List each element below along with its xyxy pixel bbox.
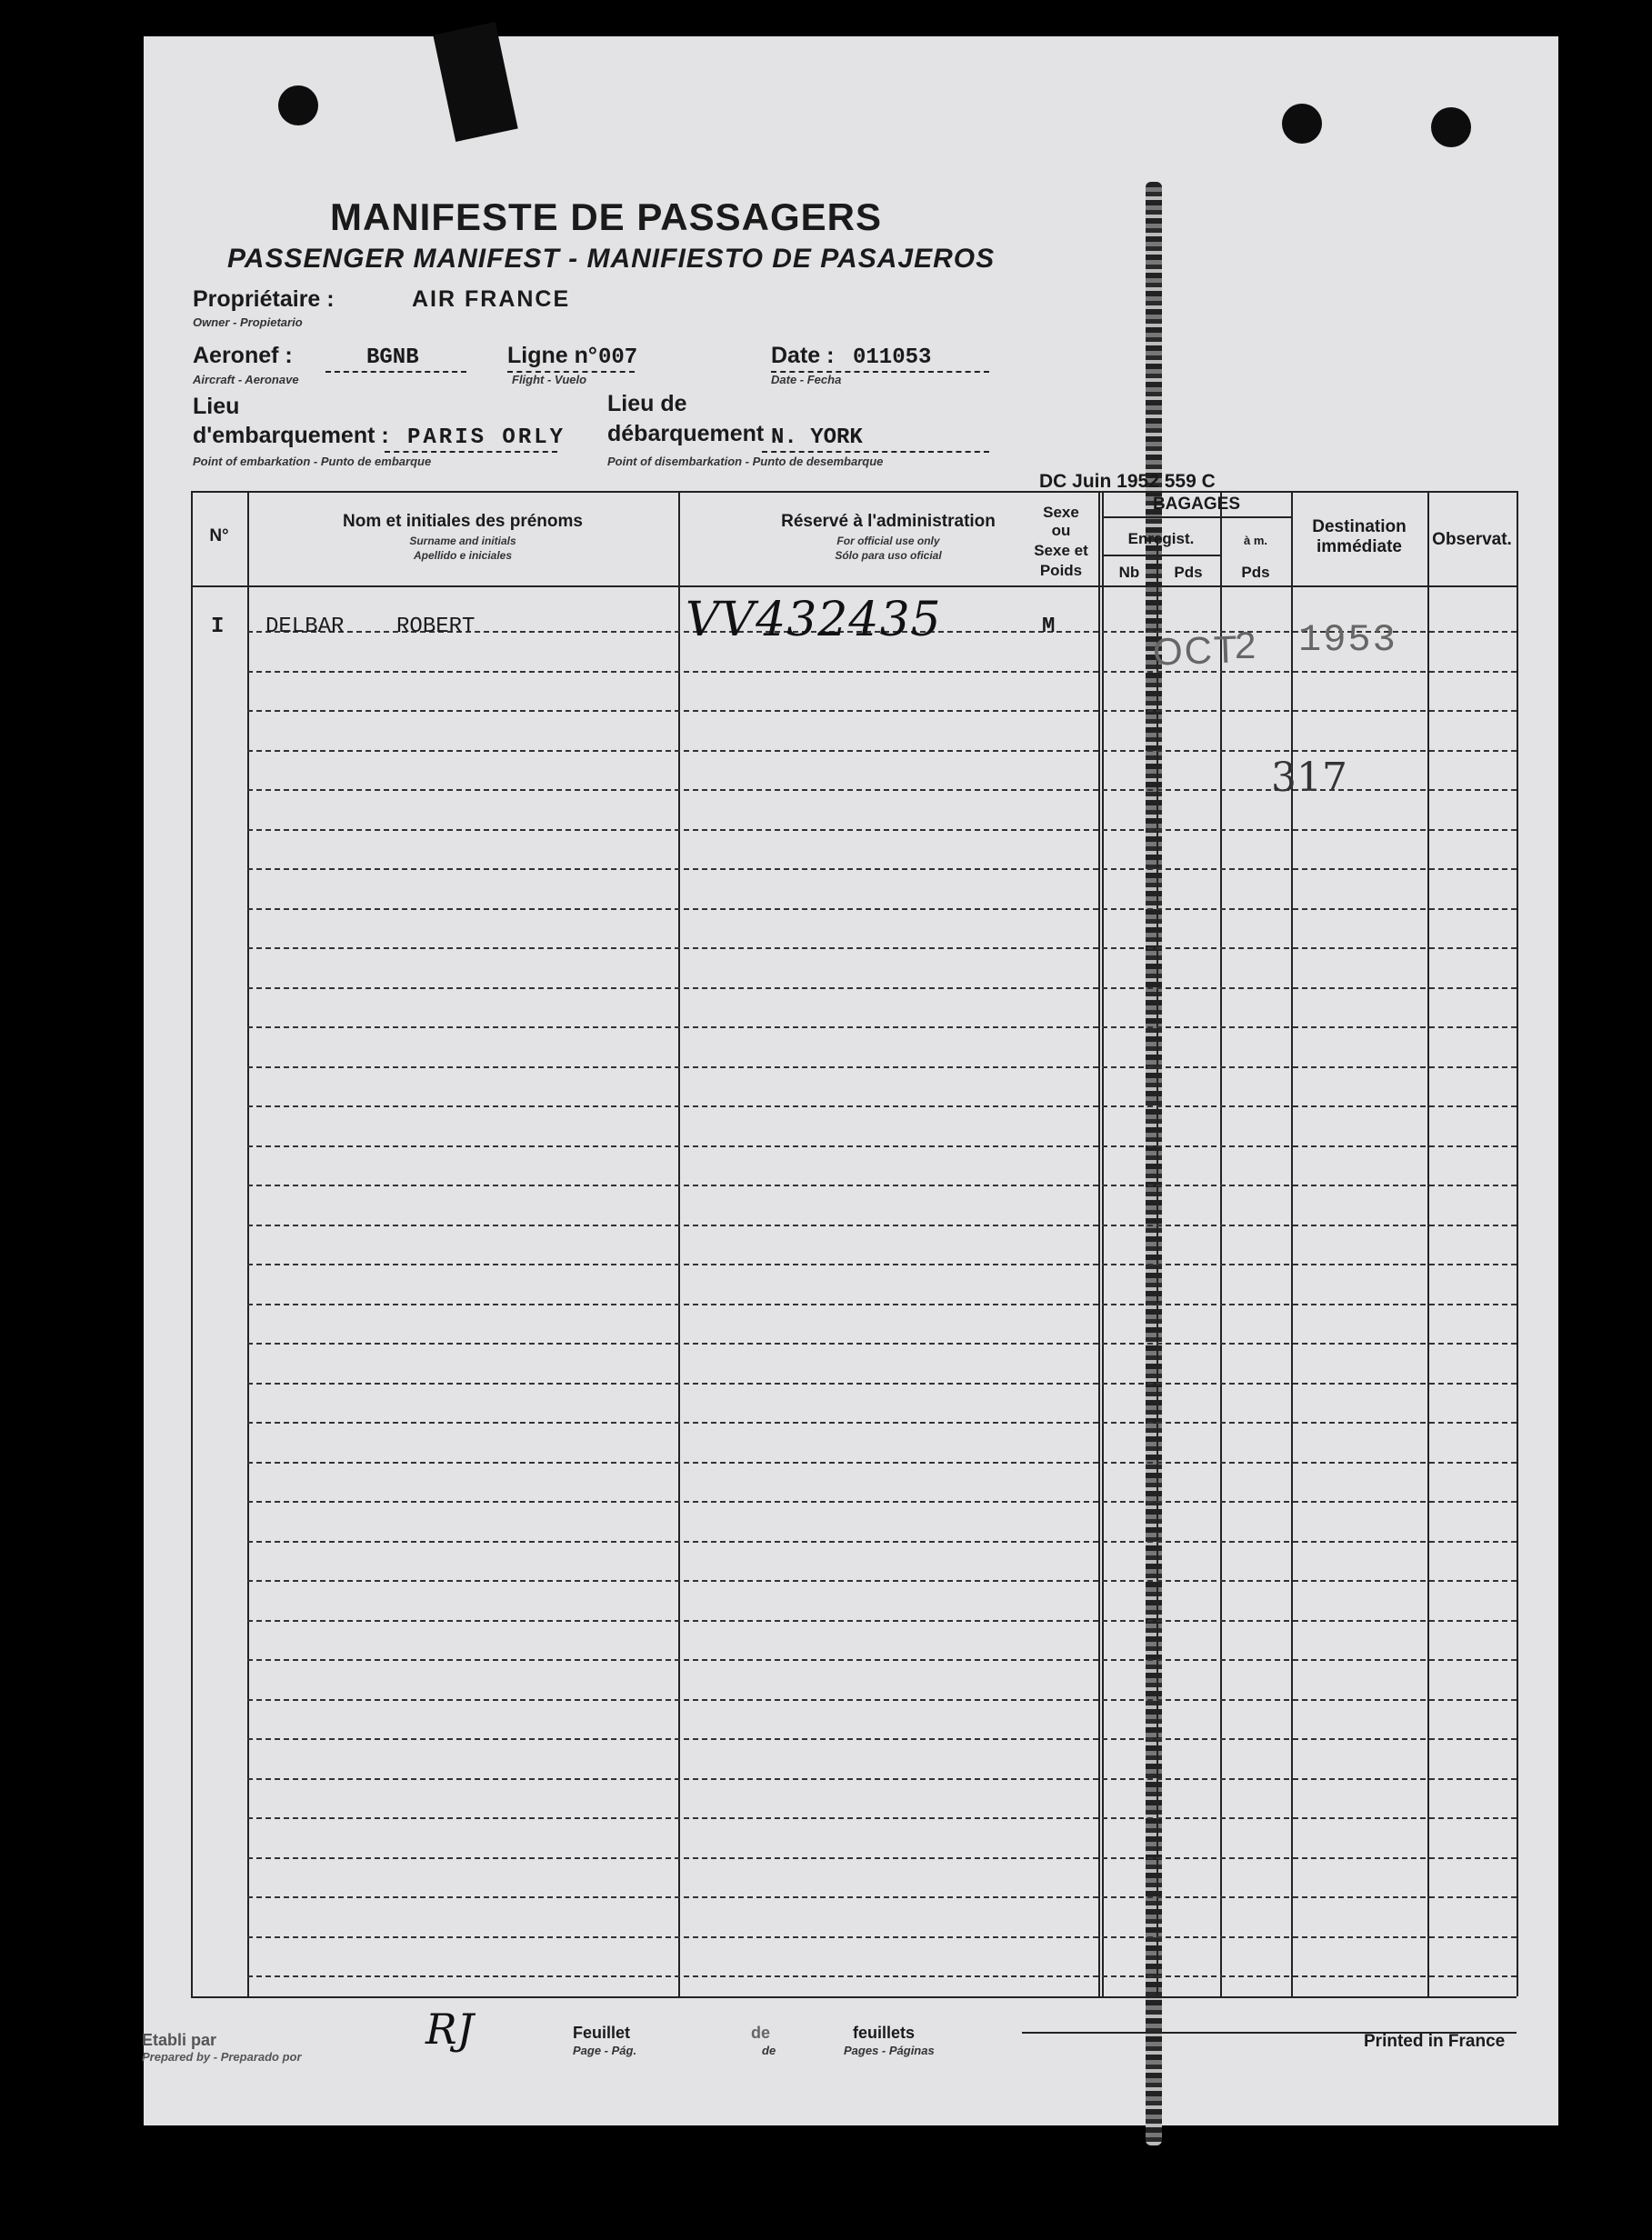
- registered-subheader-line: [1102, 555, 1220, 556]
- sheets-caption: Pages - Páginas: [844, 2044, 935, 2057]
- row-rule: [247, 1383, 1517, 1385]
- aircraft-value: BGNB: [366, 345, 419, 370]
- row-rule: [247, 1105, 1517, 1107]
- embark-label-2: d'embarquement :: [193, 423, 389, 448]
- date-value: 011053: [853, 345, 932, 370]
- document-title: MANIFESTE DE PASSAGERS: [330, 195, 882, 238]
- col-header-name-es: Apellido e iniciales: [413, 549, 513, 562]
- col-header-name-en: Surname and initials: [409, 535, 516, 547]
- row-rule: [247, 1422, 1517, 1424]
- col-header-pds: Pds: [1174, 564, 1203, 581]
- row-rule: [247, 1225, 1517, 1226]
- sheet-caption: Page - Pág.: [573, 2044, 637, 2057]
- row-rule: [247, 1975, 1517, 1977]
- row-rule: [247, 1738, 1517, 1740]
- row-rule: [247, 1699, 1517, 1701]
- col-header-baggage: BAGAGES: [1152, 495, 1241, 514]
- date-label: Date :: [771, 343, 835, 368]
- printed-in-france: Printed in France: [1364, 2032, 1506, 2051]
- handwritten-number: 317: [1271, 755, 1347, 801]
- col-divider-pds-hand: [1220, 491, 1222, 1996]
- col-divider-hand-dest: [1291, 491, 1293, 1996]
- row-rule: [247, 1026, 1517, 1028]
- row-rule: [247, 1501, 1517, 1503]
- col-header-sex-3: Sexe et: [1034, 542, 1088, 559]
- disembark-value: N. YORK: [771, 425, 863, 450]
- row-rule: [247, 1264, 1517, 1265]
- col-divider-dest-obs: [1427, 491, 1429, 1996]
- sheets-label: feuillets: [853, 2024, 916, 2042]
- row-rule: [247, 671, 1517, 673]
- embark-caption: Point of embarkation - Punto de embarque: [193, 455, 432, 468]
- form-code: DC Juin 1952 559 C: [1039, 471, 1216, 492]
- col-divider-sex: [1098, 491, 1100, 1996]
- row-rule: [247, 750, 1517, 752]
- col-divider-outer-right: [1517, 491, 1518, 1996]
- col-header-sex-1: Sexe: [1043, 504, 1079, 521]
- row-rule: [247, 1659, 1517, 1661]
- flight-value: 007: [598, 345, 638, 370]
- col-header-nb: Nb: [1118, 564, 1140, 581]
- row-rule: [247, 947, 1517, 949]
- passenger-name: DELBAR ROBERT: [265, 615, 476, 639]
- aircraft-underline: [325, 371, 466, 373]
- of-label: de: [751, 2024, 771, 2042]
- row-rule: [247, 1896, 1517, 1898]
- col-header-sex-2: ou: [1051, 522, 1071, 539]
- col-header-admin-en: For official use only: [836, 535, 940, 547]
- embark-value: PARIS ORLY: [407, 425, 566, 450]
- col-divider-name: [678, 491, 680, 1996]
- table-top-border-right: [1022, 491, 1517, 493]
- punch-hole-center: [1282, 104, 1322, 144]
- row-rule: [247, 1580, 1517, 1582]
- sheet-label: Feuillet: [573, 2024, 631, 2042]
- date-caption: Date - Fecha: [771, 373, 842, 386]
- col-header-destination-2: immédiate: [1317, 537, 1402, 556]
- of-caption: de: [762, 2044, 776, 2057]
- row-rule: [247, 1304, 1517, 1305]
- row-rule: [247, 987, 1517, 989]
- row-rule: [247, 908, 1517, 910]
- row-rule: [247, 1541, 1517, 1543]
- row-rule: [247, 1066, 1517, 1068]
- col-header-destination-1: Destination: [1312, 517, 1407, 536]
- row-rule: [247, 868, 1517, 870]
- row-rule: [247, 1185, 1517, 1186]
- row-rule: [247, 710, 1517, 712]
- col-divider-no: [247, 491, 249, 1996]
- col-header-registered: Enregist.: [1127, 530, 1195, 547]
- row-rule: [247, 1462, 1517, 1464]
- col-divider-bag-left: [1102, 491, 1104, 1996]
- col-header-name: Nom et initiales des prénoms: [343, 512, 583, 531]
- col-header-hand-pds: Pds: [1241, 564, 1270, 581]
- col-header-hand: à m.: [1243, 534, 1267, 547]
- col-header-sex-4: Poids: [1039, 562, 1083, 579]
- date-stamp-day: 2: [1235, 624, 1258, 666]
- col-divider-outer-left: [191, 491, 193, 1996]
- passenger-sex: M: [1042, 615, 1056, 639]
- row-rule: [247, 829, 1517, 831]
- embark-underline: [385, 451, 557, 453]
- col-header-no: N°: [209, 526, 229, 545]
- aircraft-caption: Aircraft - Aeronave: [193, 373, 299, 386]
- disembark-label-1: Lieu de: [607, 391, 687, 416]
- prepared-initials: RJ: [426, 2005, 475, 2054]
- punch-hole-left: [278, 85, 318, 125]
- date-stamp-month: OCT: [1152, 627, 1240, 674]
- date-stamp-year: 1953: [1298, 618, 1397, 662]
- table-top-border-left: [191, 491, 1146, 493]
- document-subtitle: PASSENGER MANIFEST - MANIFIESTO DE PASAJEROS: [227, 244, 996, 274]
- flight-label: Ligne n°: [507, 343, 597, 368]
- prepared-label: Etabli par: [142, 2031, 217, 2049]
- row-rule: [247, 1145, 1517, 1147]
- passenger-no: I: [211, 615, 225, 639]
- table-bottom-border: [191, 1996, 1517, 1998]
- row-rule: [247, 1778, 1517, 1780]
- row-rule: [247, 1817, 1517, 1819]
- manifest-sheet: [144, 36, 1558, 2125]
- punch-hole-right: [1431, 107, 1471, 147]
- table-header-bottom: [191, 585, 1517, 587]
- col-header-admin-es: Sólo para uso oficial: [835, 549, 942, 562]
- row-rule: [247, 1857, 1517, 1859]
- row-rule: [247, 1936, 1517, 1938]
- disembark-label-2: débarquement :: [607, 421, 778, 446]
- flight-caption: Flight - Vuelo: [512, 373, 587, 386]
- embark-label-1: Lieu: [193, 394, 240, 419]
- aircraft-label: Aeronef :: [193, 343, 293, 368]
- disembark-caption: Point of disembarkation - Punto de desembarque: [607, 455, 884, 468]
- owner-caption: Owner - Propietario: [193, 315, 303, 329]
- owner-value: AIR FRANCE: [412, 286, 571, 312]
- row-rule: [247, 1620, 1517, 1622]
- passenger-admin-number: VV432435: [686, 593, 942, 647]
- baggage-subheader-line: [1102, 516, 1291, 518]
- row-rule: [247, 1343, 1517, 1345]
- col-header-admin: Réservé à l'administration: [781, 512, 996, 531]
- disembark-underline: [762, 451, 989, 453]
- tape-mark: [433, 22, 517, 142]
- prepared-caption: Prepared by - Preparado por: [142, 2050, 302, 2064]
- col-header-observations: Observat.: [1432, 530, 1512, 549]
- owner-label: Propriétaire :: [193, 286, 335, 312]
